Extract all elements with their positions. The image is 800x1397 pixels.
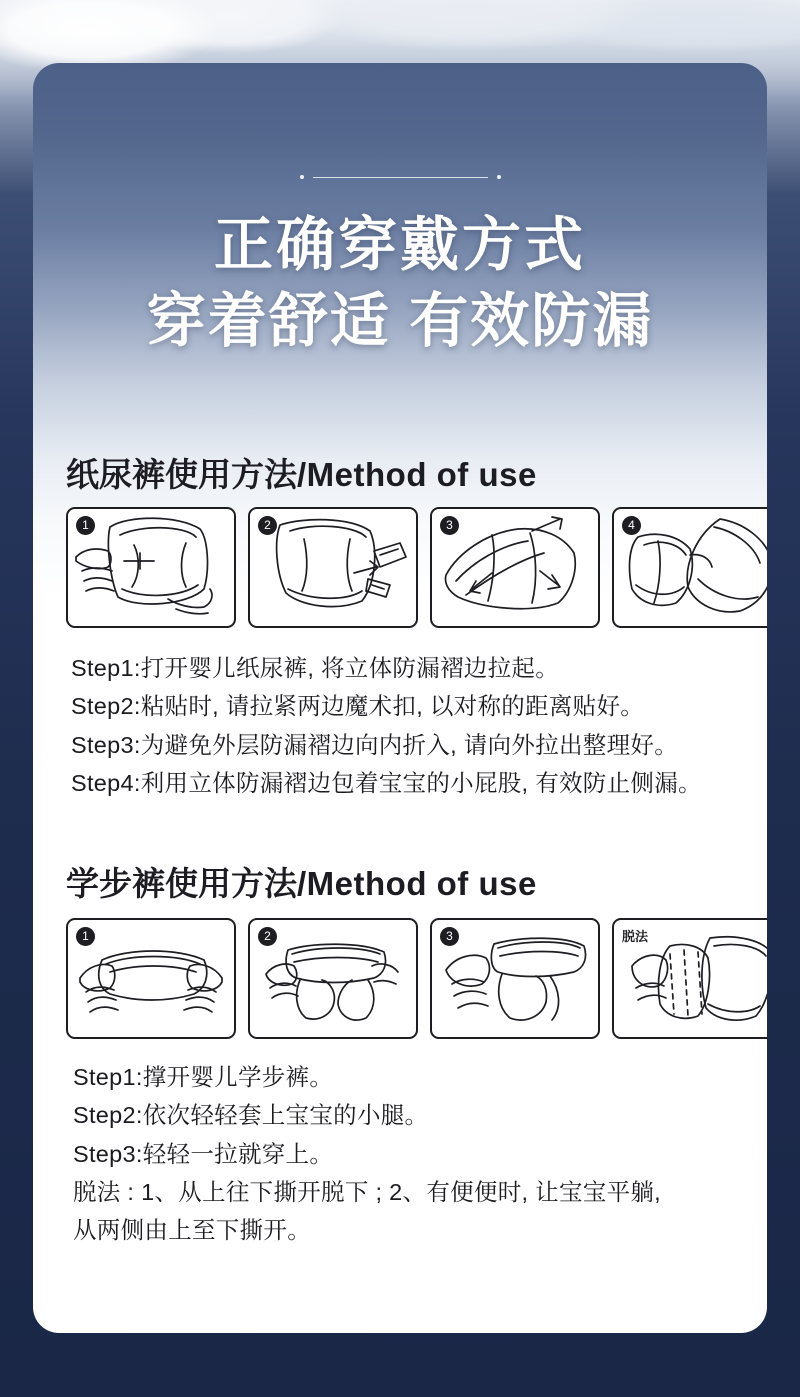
ornament-dot-left — [300, 175, 304, 179]
step-text: Step3:轻轻一拉就穿上。 — [73, 1140, 334, 1167]
section-heading-diaper-cn: 纸尿裤使用方法 — [66, 456, 297, 493]
panel-badge: 3 — [440, 516, 459, 535]
page-title — [33, 211, 767, 356]
steps-list-diaper — [71, 649, 743, 802]
step-text: Step1:撑开婴儿学步裤。 — [73, 1064, 334, 1090]
step-text: Step1:打开婴儿纸尿裤, 将立体防漏褶边拉起。 — [71, 655, 559, 681]
illustration-panel — [66, 507, 236, 628]
illustration-panel — [248, 507, 418, 628]
step-text: Step4:利用立体防漏褶边包着宝宝的小屁股, 有效防止侧漏。 — [71, 769, 702, 796]
panel-badge: 2 — [258, 516, 277, 535]
illustration-strip-pants — [66, 918, 767, 1039]
illustration-strip-diaper — [66, 507, 767, 628]
steps-list-pants — [73, 1058, 743, 1249]
page-title-line2: 穿着舒适 有效防漏 — [146, 288, 654, 355]
section-heading-pants-en: /Method of use — [297, 865, 537, 902]
panel-badge: 1 — [76, 927, 95, 946]
step-text: Step3:为避免外层防漏褶边向内折入, 请向外拉出整理好。 — [71, 731, 678, 758]
illustration-panel — [612, 918, 767, 1039]
illustration-panel — [248, 918, 418, 1039]
illustration-panel — [612, 507, 767, 628]
step-text: 脱法 : 1、从上往下撕开脱下 ; 2、有便便时, 让宝宝平躺, — [73, 1178, 661, 1205]
section-heading-diaper-en: /Method of use — [297, 456, 537, 493]
step-text: 从两侧由上至下撕开。 — [73, 1217, 311, 1244]
panel-badge: 2 — [258, 927, 277, 946]
step-text: Step2:粘贴时, 请拉紧两边魔术扣, 以对称的距离贴好。 — [71, 693, 645, 720]
step-text: Step2:依次轻轻套上宝宝的小腿。 — [73, 1102, 429, 1129]
ornament-line — [313, 177, 488, 178]
illustration-panel — [66, 918, 236, 1039]
ornament-dot-right — [497, 175, 501, 179]
page-title-line1: 正确穿戴方式 — [213, 212, 586, 278]
section-heading-pants-cn: 学步裤使用方法 — [66, 865, 297, 902]
illustration-panel — [430, 918, 600, 1039]
panel-badge: 3 — [440, 927, 459, 946]
panel-badge: 1 — [76, 516, 95, 535]
panel-badge: 脱法 — [622, 929, 649, 944]
title-ornament — [33, 175, 767, 179]
content-card — [33, 63, 767, 1333]
illustration-panel — [430, 507, 600, 628]
section-heading-pants — [66, 858, 537, 905]
section-heading-diaper — [66, 449, 537, 496]
panel-badge: 4 — [622, 516, 641, 535]
